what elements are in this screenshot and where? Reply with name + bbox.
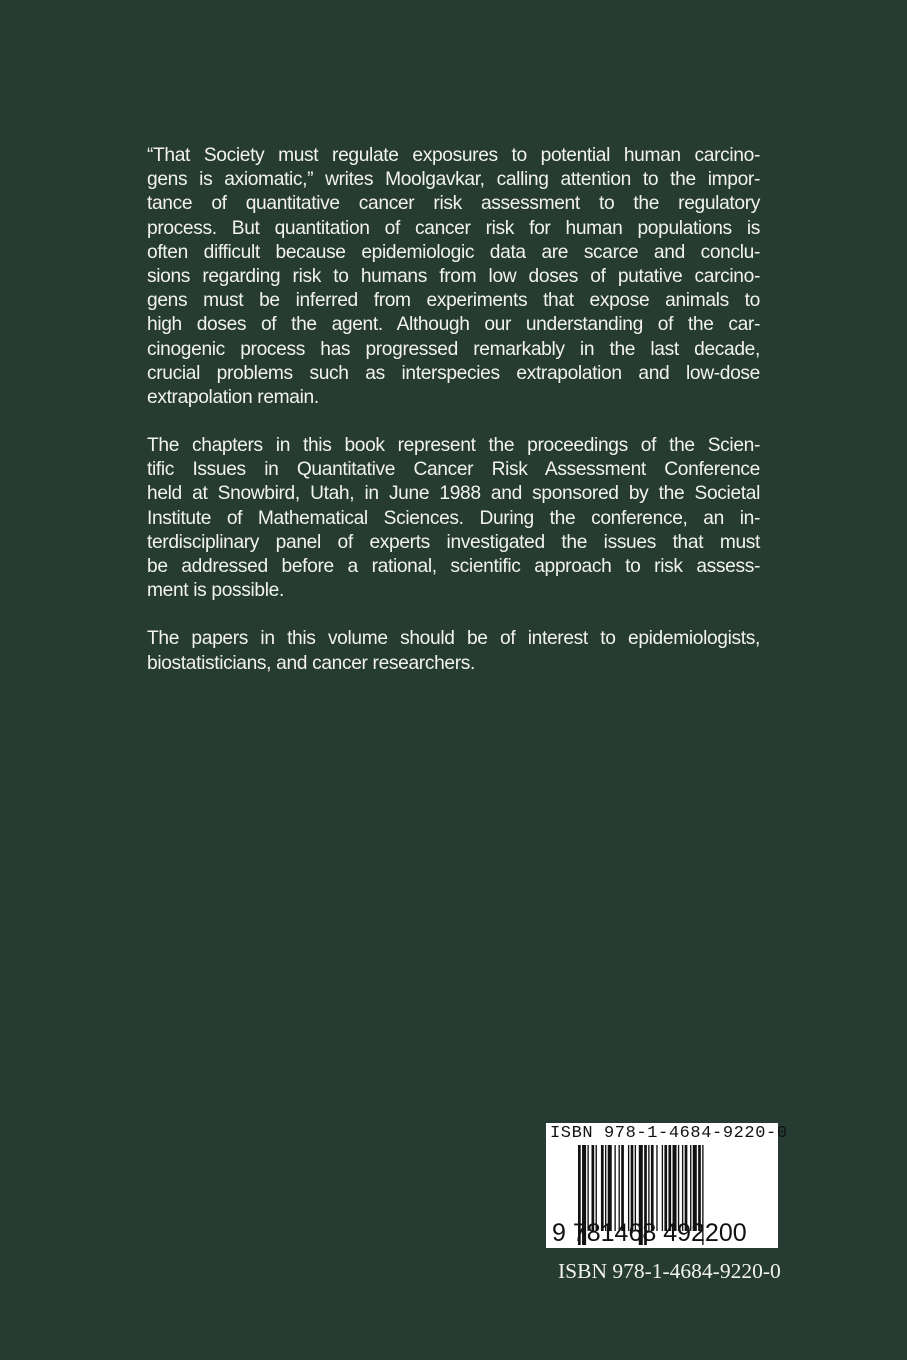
text-line: often difficult because epidemiologic data are scarce and conclu-: [147, 241, 760, 263]
barcode-isbn-label: ISBN 978-1-4684-9220-0: [550, 1124, 788, 1143]
text-line: crucial problems such as interspecies extrapolation and low-dose: [147, 362, 760, 384]
text-line: tific Issues in Quantitative Cancer Risk Assessment Conference: [147, 459, 760, 481]
text-line: gens must be inferred from experiments that expose animals to: [147, 290, 760, 312]
text-line: terdisciplinary panel of experts investigated the issues that must: [147, 531, 760, 553]
text-line: tance of quantitative cancer risk assessment to the regulatory: [147, 193, 760, 215]
text-line: “That Society must regulate exposures to potential human carcino-: [147, 145, 760, 166]
text-line: Institute of Mathematical Sciences. During the conference, an in-: [147, 507, 760, 529]
text-line: ment is possible.: [147, 580, 284, 602]
text-line: The chapters in this book represent the proceedings of the Scien-: [147, 435, 760, 457]
text-line: held at Snowbird, Utah, in June 1988 and sponsored by the Societal: [147, 483, 760, 505]
text-line: be addressed before a rational, scientific approach to risk assess-: [147, 556, 760, 577]
paragraph: [147, 144, 760, 410]
text-line: process. But quantitation of cancer risk for human populations is: [147, 217, 760, 239]
text-line: biostatisticians, and cancer researchers.: [147, 652, 475, 674]
isbn-number: ISBN 978-1-4684-9220-0: [558, 1259, 781, 1283]
text-line: The papers in this volume should be of interest to epidemiologists,: [147, 628, 760, 650]
text-line: high doses of the agent. Although our understanding of the car-: [147, 314, 760, 336]
paragraph: [147, 627, 760, 675]
paragraph: [147, 434, 760, 603]
isbn-barcode: [546, 1123, 788, 1248]
text-line: extrapolation remain.: [147, 386, 319, 408]
back-cover-blurb: [147, 144, 760, 700]
text-line: cinogenic process has progressed remarkably in the last decade,: [147, 338, 760, 360]
barcode-digits: 9 781468 492200: [552, 1219, 747, 1247]
text-line: sions regarding risk to humans from low doses of putative carcino-: [147, 265, 760, 287]
text-line: gens is axiomatic,” writes Moolgavkar, calling attention to the impor-: [147, 169, 760, 191]
